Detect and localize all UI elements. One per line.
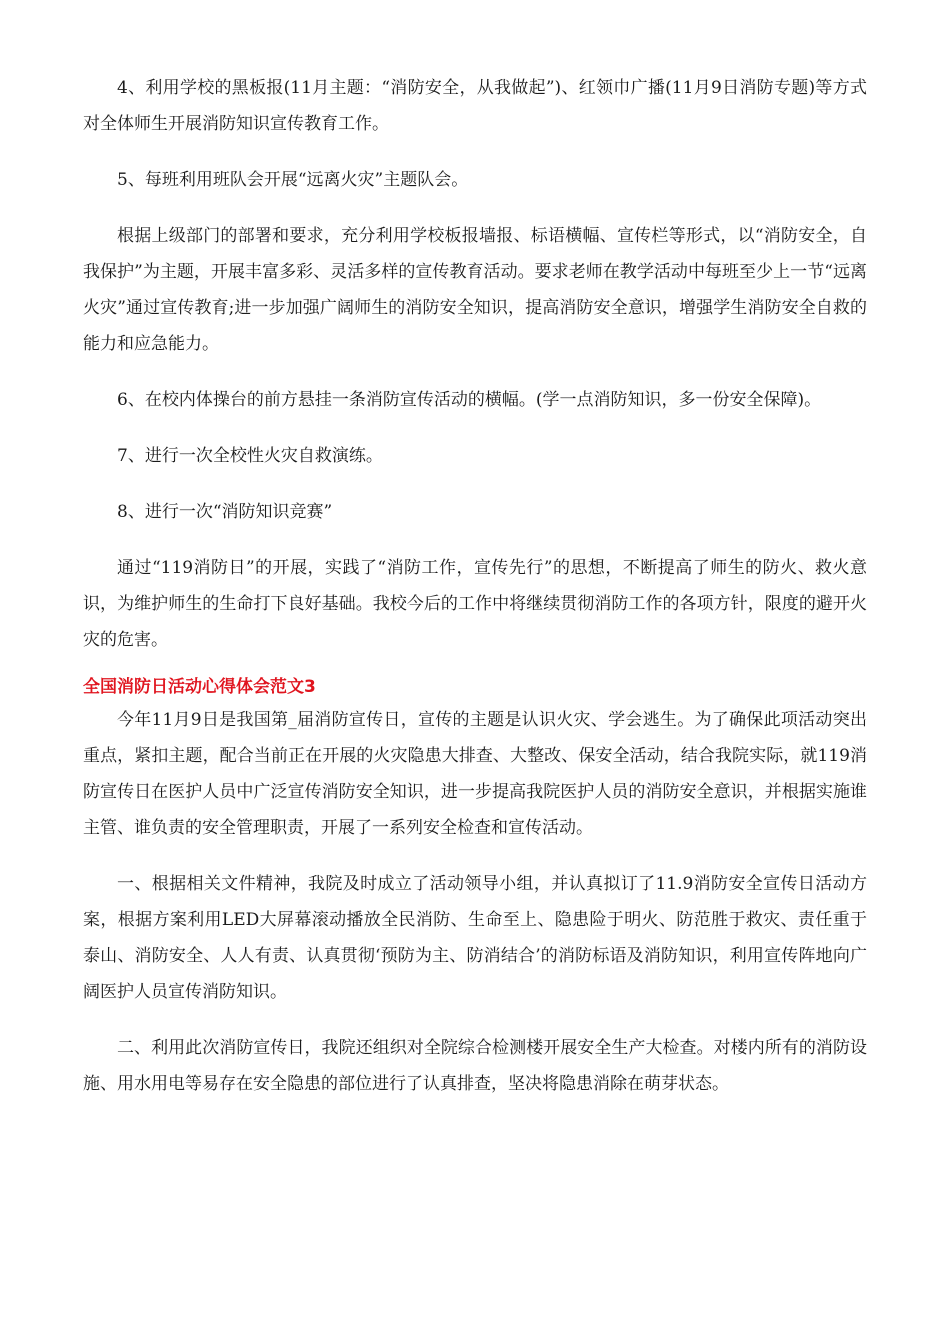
paragraph-item-5: 5、每班利用班队会开展“远离火灾”主题队会。 <box>117 170 469 190</box>
paragraph-deployment: 根据上级部门的部署和要求，充分利用学校板报墙报、标语横幅、宣传栏等形式，以“消防安全，自我保护”为主题，开展丰富多彩、灵活多样的宣传教育活动。要求老师在教学活动中每班至少上一节“远离火灾”通过宣传教育;进一步加强广阔师生的消防安全知识，提高消防安全意识，增强学生消防安全自救的能力和应急能力。 <box>83 226 867 354</box>
section-heading: 全国消防日活动心得体会范文3 <box>83 677 316 697</box>
paragraph-point-one: 一、根据相关文件精神，我院及时成立了活动领导小组，并认真拟订了11.9消防安全宣传日活动方案，根据方案利用LED大屏幕滚动播放全民消防、生命至上、隐患险于明火、防范胜于救灾、责任重于泰山、消防安全、人人有责、认真贯彻‘预防为主、防消结合’的消防标语及消防知识，利用宣传阵地向广阔医护人员宣传消防知识。 <box>83 874 867 1002</box>
paragraph-item-4: 4、利用学校的黑板报(11月主题：“消防安全，从我做起”)、红领巾广播(11月9日消防专题)等方式对全体师生开展消防知识宣传教育工作。 <box>83 78 867 134</box>
document-page <box>83 70 867 1102</box>
paragraph-item-8: 8、进行一次“消防知识竞赛” <box>117 502 333 522</box>
paragraph-item-6: 6、在校内体操台的前方悬挂一条消防宣传活动的横幅。(学一点消防知识，多一份安全保障)。 <box>117 390 822 410</box>
paragraph-point-two: 二、利用此次消防宣传日，我院还组织对全院综合检测楼开展安全生产大检查。对楼内所有的消防设施、用水用电等易存在安全隐患的部位进行了认真排查，坚决将隐患消除在萌芽状态。 <box>83 1038 867 1094</box>
paragraph-conclusion: 通过“119消防日”的开展，实践了“消防工作，宣传先行”的思想，不断提高了师生的防火、救火意识，为维护师生的生命打下良好基础。我校今后的工作中将继续贯彻消防工作的各项方针，限度的避开火灾的危害。 <box>83 558 867 650</box>
paragraph-intro: 今年11月9日是我国第_届消防宣传日，宣传的主题是认识火灾、学会逃生。为了确保此项活动突出重点，紧扣主题，配合当前正在开展的火灾隐患大排查、大整改、保安全活动，结合我院实际，就119消防宣传日在医护人员中广泛宣传消防安全知识，进一步提高我院医护人员的消防安全意识，并根据实施谁主管、谁负责的安全管理职责，开展了一系列安全检查和宣传活动。 <box>83 710 867 838</box>
paragraph-item-7: 7、进行一次全校性火灾自救演练。 <box>117 446 383 466</box>
